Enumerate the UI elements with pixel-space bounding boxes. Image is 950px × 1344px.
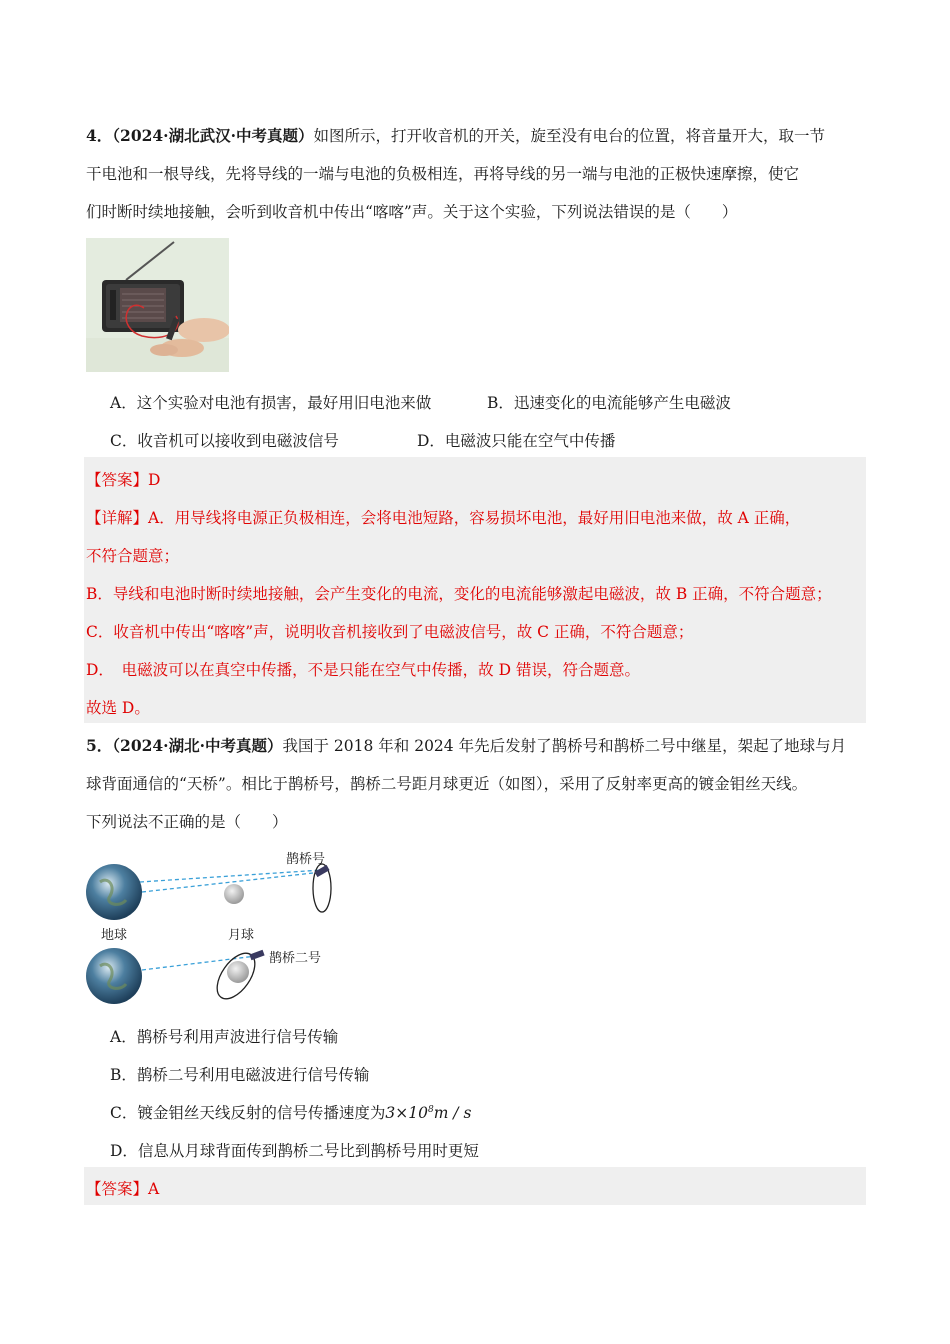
q5-stem-line1 <box>86 734 846 756</box>
q5-option-c-formula <box>385 1104 471 1122</box>
q4-source: （2024·湖北武汉·中考真题） <box>112 126 314 145</box>
q5-answer <box>86 1177 159 1199</box>
q4-option-d: D．电磁波只能在空气中传播 <box>417 432 616 450</box>
formula-unit: m / s <box>433 1104 472 1122</box>
q5-option-a: A．鹊桥号利用声波进行信号传输 <box>110 1028 339 1046</box>
formula-base: 3×10 <box>385 1104 428 1122</box>
q4-answer-value: D <box>148 471 161 489</box>
q4-detail-line4: C．收音机中传出“喀喀”声，说明收音机接收到了电磁波信号，故 C 正确，不符合题意； <box>86 623 694 641</box>
q4-stem-line1 <box>86 124 825 146</box>
q4-option-c: C．收音机可以接收到电磁波信号 <box>110 432 339 450</box>
q4-answer-label: 【答案】 <box>86 471 149 489</box>
q5-option-c-text: C．镀金钼丝天线反射的信号传播速度为 <box>110 1104 386 1122</box>
q4-detail-line3: B．导线和电池时断时续地接触，会产生变化的电流，变化的电流能够激起电磁波，故 B 正确，不符合题意； <box>86 585 832 603</box>
q5-stem-line3: 下列说法不正确的是（ ） <box>86 813 288 831</box>
q4-stem-line2: 干电池和一根导线，先将导线的一端与电池的负极相连，再将导线的另一端与电池的正极快速摩擦，使它 <box>86 165 800 183</box>
q5-option-b: B．鹊桥二号利用电磁波进行信号传输 <box>110 1066 370 1084</box>
radio-experiment-photo <box>86 238 229 372</box>
q4-option-a: A．这个实验对电池有损害，最好用旧电池来做 <box>110 394 432 412</box>
q5-option-d: D．信息从月球背面传到鹊桥二号比到鹊桥号用时更短 <box>110 1142 479 1160</box>
label-queqiao2: 鹊桥二号 <box>269 951 322 966</box>
moon-bottom <box>227 961 249 983</box>
label-queqiao: 鹊桥号 <box>286 852 326 867</box>
q5-stem-line2: 球背面通信的“天桥”。相比于鹊桥号，鹊桥二号距月球更近（如图），采用了反射率更高的镀金钼丝天线。 <box>86 775 808 793</box>
q5-source: （2024·湖北·中考真题） <box>112 736 283 755</box>
q5-stem-text1: 我国于 2018 年和 2024 年先后发射了鹊桥号和鹊桥二号中继星，架起了地球与月 <box>282 737 847 755</box>
q5-answer-label: 【答案】 <box>86 1180 149 1198</box>
formula-exponent: 8 <box>427 1104 434 1115</box>
q4-option-b: B．迅速变化的电流能够产生电磁波 <box>487 394 731 412</box>
q5-number: 5． <box>86 736 113 755</box>
q4-answer <box>86 468 160 490</box>
q4-detail-line6: 故选 D。 <box>86 699 150 717</box>
q5-answer-value: A <box>148 1180 160 1198</box>
earth-bottom <box>86 948 142 1004</box>
q5-answer-box <box>84 1167 866 1205</box>
q4-number: 4． <box>86 126 113 145</box>
q4-stem-text1: 如图所示，打开收音机的开关，旋至没有电台的位置，将音量开大，取一节 <box>313 127 825 145</box>
q4-detail-label: 【详解】 <box>86 509 149 527</box>
q4-detail-line5: D． 电磁波可以在真空中传播，不是只能在空气中传播，故 D 错误，符合题意。 <box>86 661 640 679</box>
earth-top <box>86 864 142 920</box>
q4-detail-line1 <box>86 506 800 528</box>
q4-detail-line2: 不符合题意； <box>86 547 180 565</box>
q4-stem-line3: 们时断时续地接触，会听到收音机中传出“喀喀”声。关于这个实验，下列说法错误的是（ ） <box>86 203 738 221</box>
label-moon: 月球 <box>228 928 255 943</box>
q5-option-c <box>110 1101 471 1123</box>
q4-detail-text1: A．用导线将电源正负极相连，会将电池短路，容易损坏电池，最好用旧电池来做，故 A 正确， <box>148 509 801 527</box>
label-earth: 地球 <box>101 928 128 943</box>
moon-top <box>224 884 244 904</box>
